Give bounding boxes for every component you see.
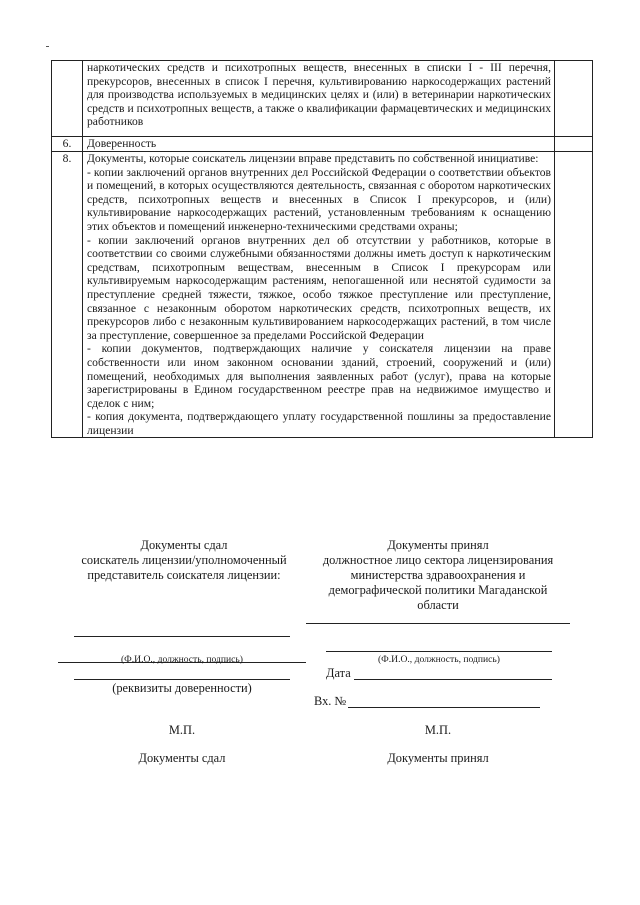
documents-table: [51, 60, 593, 438]
incoming-number-label: Вх. №: [314, 694, 347, 708]
incoming-number-line: [348, 707, 540, 708]
page-mark: [46, 46, 49, 47]
receiver-fio-line: [326, 651, 552, 652]
receiver-signature-line: [306, 623, 570, 624]
row-number: 8.: [52, 152, 83, 438]
proxy-details-caption: (реквизиты доверенности): [112, 681, 252, 695]
table-row: [52, 137, 593, 152]
row-text: [83, 61, 555, 137]
submitter-stamp: М.П.: [168, 723, 196, 737]
row-text: [83, 137, 555, 152]
row-mark-cell: [555, 137, 593, 152]
table-row: [52, 152, 593, 438]
row-number: 6.: [52, 137, 83, 152]
table-row: [52, 61, 593, 137]
row-number: [52, 61, 83, 137]
row-text: [83, 152, 555, 438]
row-text-content: наркотических средств и психотропных веществ, внесенных в списки I - III перечня, прекурсоров, внесенных в список I перечня, культивированию наркосодержащих растений для производства используемых в медицинских целях и (или) в ветеринарии наркотических средств и психотропных веществ, а также о квалификации фармацевтических и медицинских работников: [87, 61, 551, 129]
row-text-content: Доверенность: [87, 137, 157, 150]
receiver-fio-caption: (Ф.И.О., должность, подпись): [377, 654, 501, 665]
receiver-heading: Документы принял должностное лицо сектора лицензирования министерства здравоохранения и демографической политики Магаданской области: [322, 538, 554, 612]
submitter-fio-caption: (Ф.И.О., должность, подпись): [120, 654, 244, 665]
row-mark-cell: [555, 61, 593, 137]
row-text-content: Документы, которые соискатель лицензии вправе представить по собственной инициативе: - копии заключений органов внутренних дел Российской Федерации о соответствии объектов и помещений, в которых осуществляются деятельность, связанная с оборотом наркотических средств, психотропных веществ и внесенных в Список I прекурсоров, и (или) культивирование наркосодержащих растений, установленным требованиям к оснащению этих объектов и помещений инженерно-техническими средствами охраны; - копии заключений органов внутренних дел об отсутствии у работников, которые в соответствии со своими служебными обязанностями должны иметь доступ к наркотическим средствам, психотропным веществам, внесенным в Список I прекурсорам или культивируемым наркосодержащим растениям, непогашенной или неснятой судимости за преступление средней тяжести, тяжкое, особо тяжкое преступление или преступление, связанное с незаконным оборотом наркотических средств, психотропных веществ, их прекурсоров либо с незаконным культивированием наркосодержащих растений, в том числе за преступление, совершенное за пределами Российской Федерации - копии документов, подтверждающих наличие у соискателя лицензии на праве собственности или ином законном основании зданий, строений, сооружений и (или) помещений, необходимых для выполнения заявленных работ (услуг), права на которые зарегистрированы в Едином государственном реестре прав на недвижимое имущество и сделок с ним; - копия документа, подтверждающего уплату государственной пошлины за предоставление лицензии: [87, 152, 551, 437]
row-mark-cell: [555, 152, 593, 438]
submitter-footer: Документы сдал: [138, 751, 226, 765]
date-label: Дата: [326, 666, 351, 680]
receiver-stamp: М.П.: [424, 723, 452, 737]
date-line: [354, 679, 552, 680]
proxy-details-line: [74, 679, 290, 680]
submitter-heading: Документы сдал соискатель лицензии/уполномоченный представитель соискателя лицензии:: [81, 538, 287, 582]
submitter-signature-line: [74, 636, 290, 637]
receiver-footer: Документы принял: [387, 751, 489, 765]
